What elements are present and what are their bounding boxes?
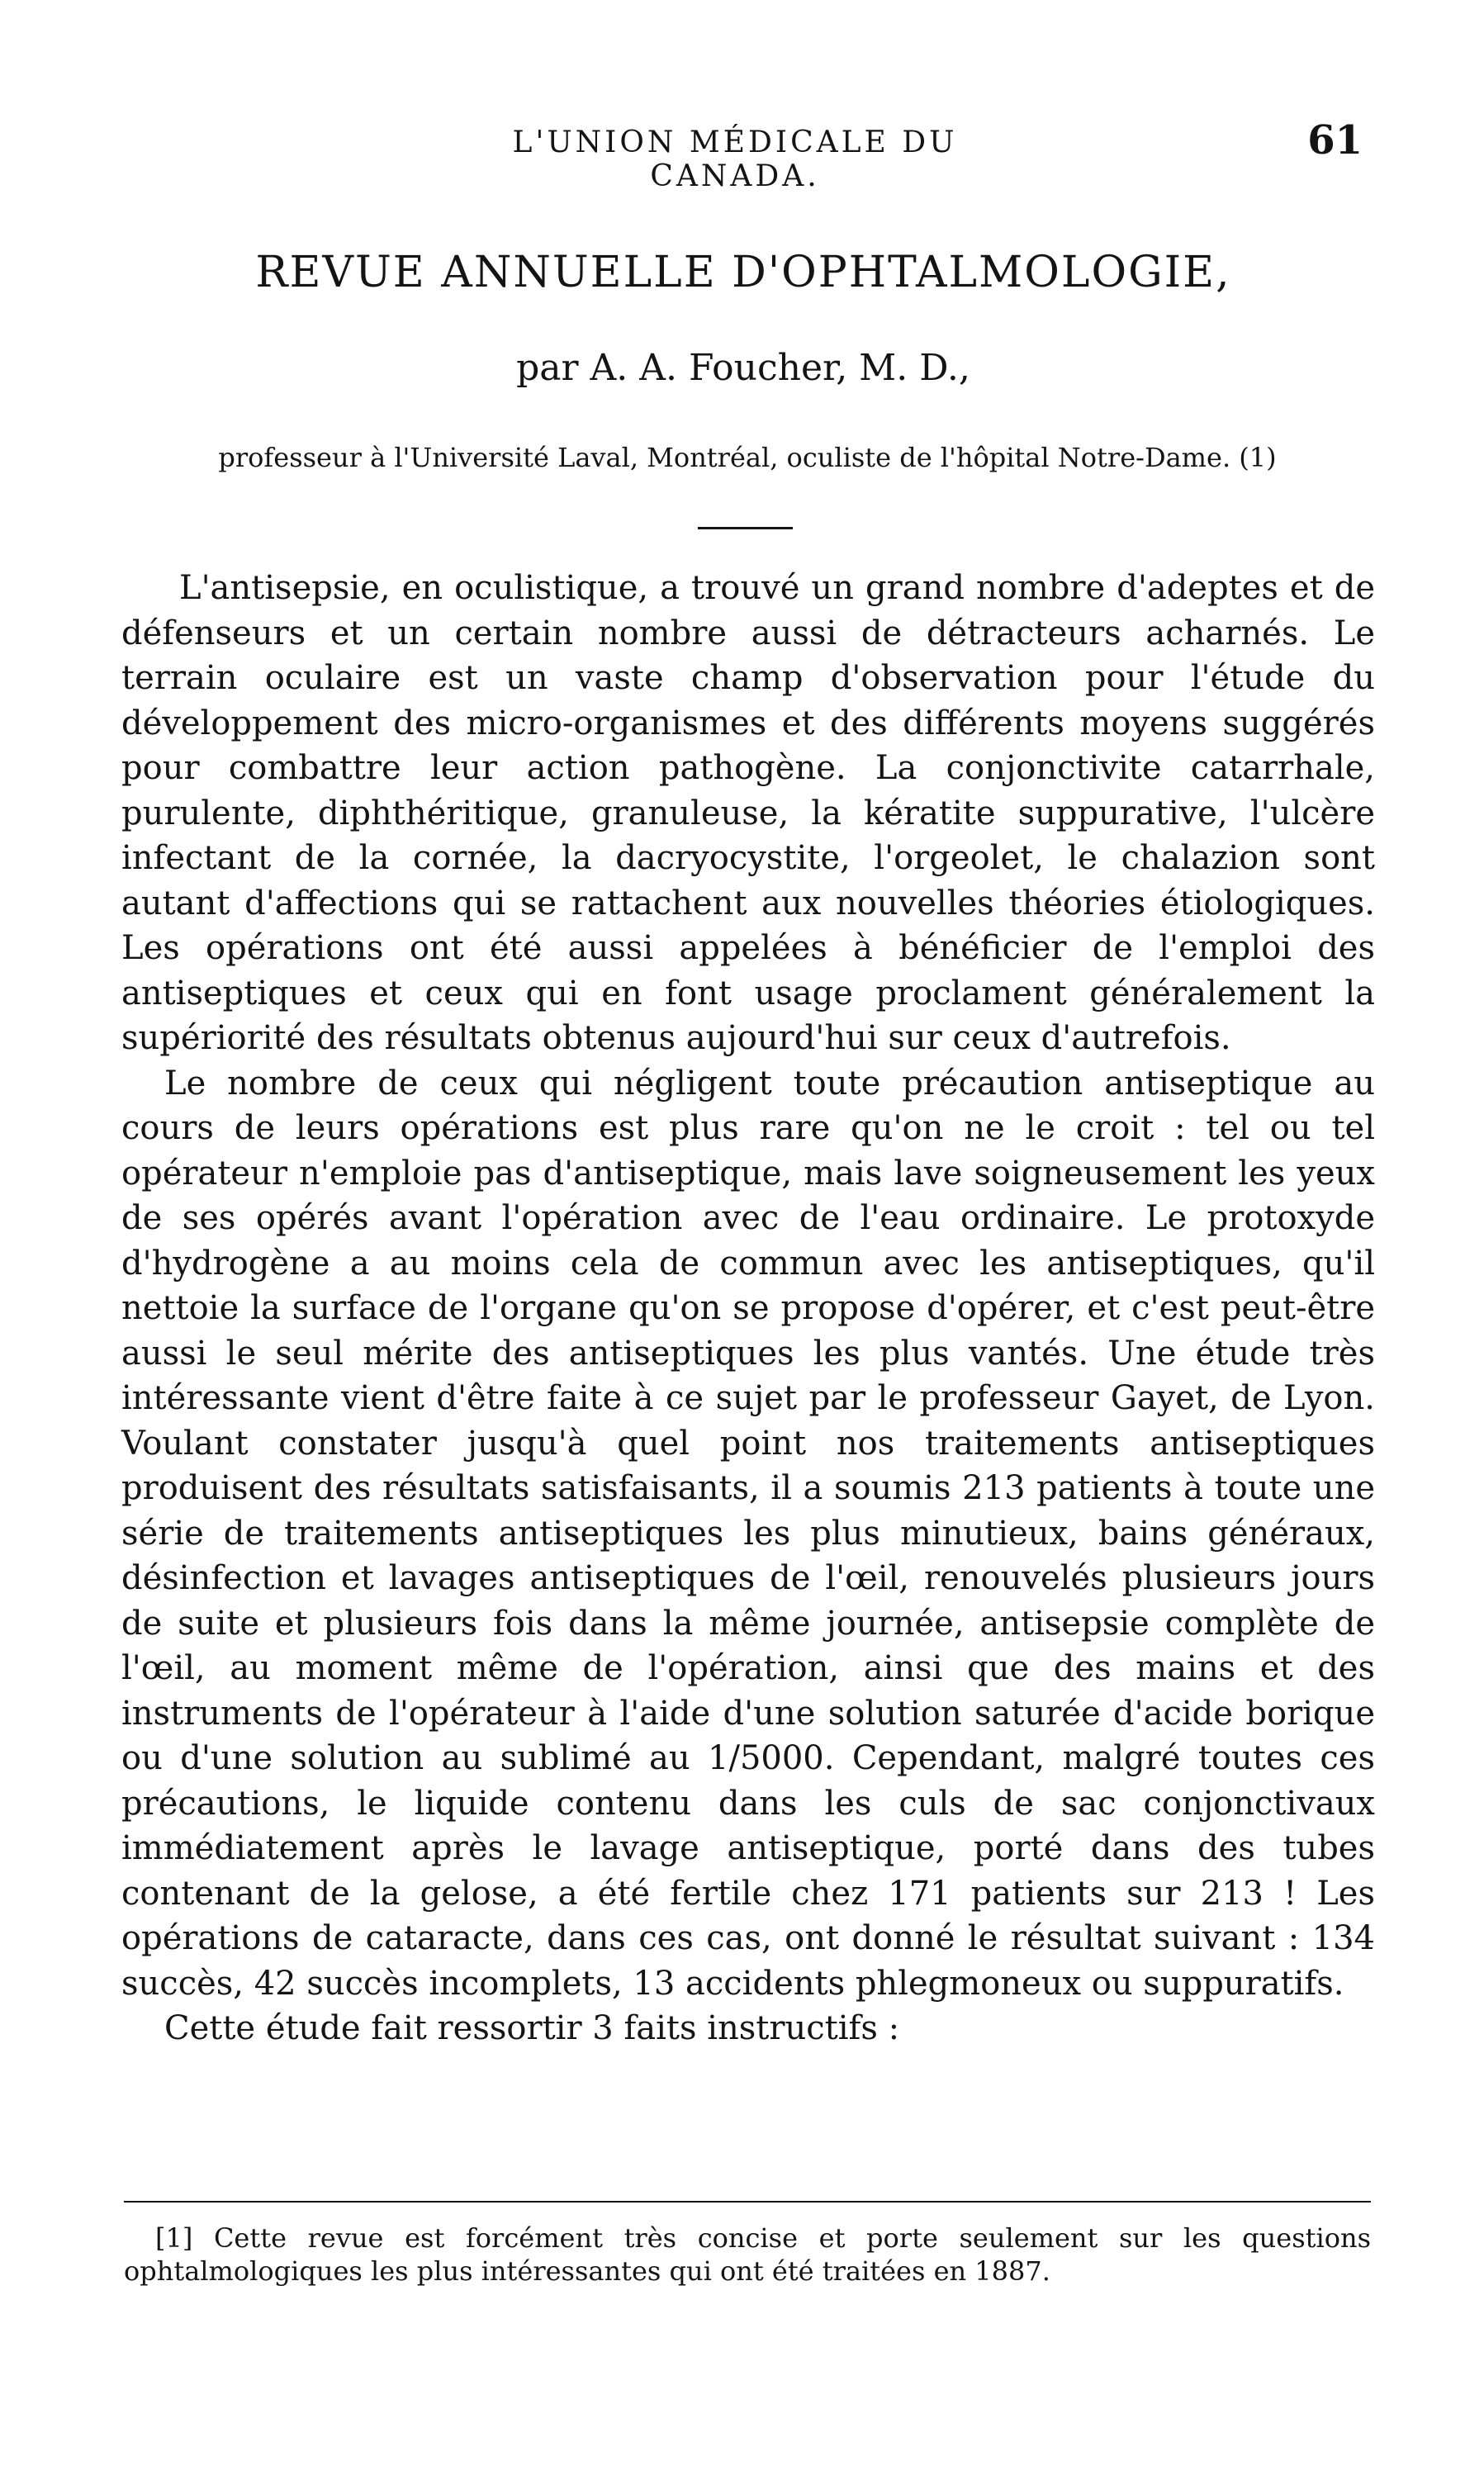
journal-title: L'UNION MÉDICALE DU CANADA.: [512, 126, 958, 193]
byline: par A. A. Foucher, M. D.,: [516, 347, 970, 389]
running-head: [124, 117, 1363, 193]
article-title: REVUE ANNUELLE D'OPHTALMOLOGIE,: [255, 248, 1231, 297]
article-body: [121, 566, 1375, 2051]
page-number: 61: [1307, 117, 1363, 164]
author-affiliation: professeur à l'Université Laval, Montréal, oculiste de l'hôpital Notre-Dame. (1): [218, 442, 1277, 473]
footnote-separator-rule: [124, 2201, 1371, 2203]
paragraph-2: Le nombre de ceux qui négligent toute précaution antiseptique au cours de leurs opérations est plus rare qu'on ne le croit : tel ou tel opérateur n'emploie pas d'antiseptique, mais lave soigneusement les yeux de ses opérés avant l'opération avec de l'eau ordinaire. Le protoxyde d'hydrogène a au moins cela de commun avec les antiseptiques, qu'il nettoie la surface de l'organe qu'on se propose d'opérer, et c'est peut-être aussi le seul mérite des antiseptiques les plus vantés. Une étude très intéressante vient d'être faite à ce sujet par le professeur Gayet, de Lyon. Voulant constater jusqu'à quel point nos traitements antiseptiques produisent des résultats satisfaisants, il a soumis 213 patients à toute une série de traitements antiseptiques les plus minutieux, bains généraux, désinfection et lavages antiseptiques de l'œil, renouvelés plusieurs jours de suite et plusieurs fois dans la même journée, antisepsie complète de l'œil, au moment même de l'opération, ainsi que des mains et des instruments de l'opérateur à l'aide d'une solution saturée d'acide borique ou d'une solution au sublimé au 1/5000. Cependant, malgré toutes ces précautions, le liquide contenu dans les culs de sac conjonctivaux immédiatement après le lavage antiseptique, porté dans des tubes contenant de la gelose, a été fertile chez 171 patients sur 213 ! Les opérations de cataracte, dans ces cas, ont donné le résultat suivant : 134 succès, 42 succès incomplets, 13 accidents phlegmoneux ou suppuratifs.: [121, 1064, 1375, 2003]
footnote: [1] Cette revue est forcément très concise et porte seulement sur les questions ophtalmologiques les plus intéressantes qui ont été traitées en 1887.: [124, 2222, 1371, 2287]
paragraph-1: L'antisepsie, en oculistique, a trouvé un grand nombre d'adeptes et de défenseurs et un certain nombre aussi de détracteurs acharnés. Le terrain oculaire est un vaste champ d'observation pour l'étude du développement des micro-organismes et des différents moyens suggérés pour combattre leur action pathogène. La conjonctivite catarrhale, purulente, diphthéritique, granuleuse, la kératite suppurative, l'ulcère infectant de la cornée, la dacryocystite, l'orgeolet, le chalazion sont autant d'affections qui se rattachent aux nouvelles théories étiologiques. Les opérations ont été aussi appelées à bénéficier de l'emploi des antiseptiques et ceux qui en font usage proclament généralement la supériorité des résultats obtenus aujourd'hui sur ceux d'autrefois.: [121, 569, 1375, 1057]
paragraph-3: Cette étude fait ressortir 3 faits instructifs :: [164, 2009, 900, 2047]
title-separator-rule: [698, 527, 793, 529]
